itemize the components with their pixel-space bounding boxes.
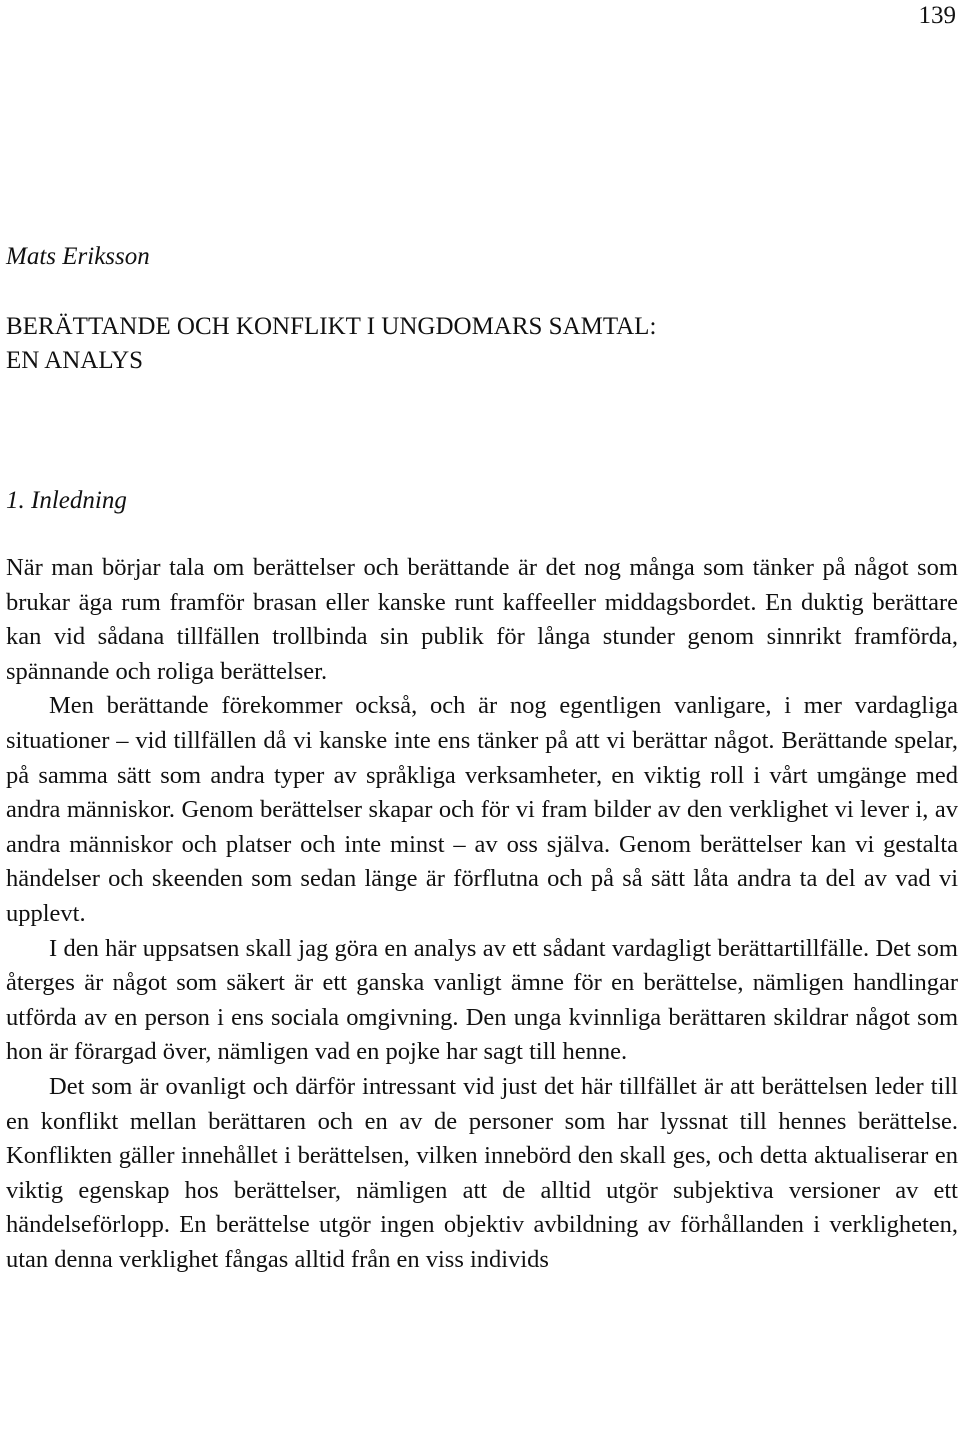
paragraph-2: Men berättande förekommer också, och är nog egentligen vanligare, i mer vardagliga situationer – vid tillfällen då vi kanske inte ens tänker på att vi berättar något. Berättande spelar, på samma sätt som andra typer av språkliga verksamheter, en viktig roll i vårt umgänge med andra människor. Genom berättelser skapar och för vi fram bilder av den verklighet vi lever i, av andra människor och platser och inte minst – av oss själva. Genom berättelser kan vi gestalta händelser och skeenden som sedan länge är förflutna och på så sätt låta andra ta del av vad vi upplevt. [6, 692, 958, 927]
paper-title [6, 310, 946, 378]
body-text [6, 551, 958, 1277]
page-number: 139 [918, 2, 956, 29]
paragraph-1: När man börjar tala om berättelser och berättande är det nog många som tänker på något som brukar äga rum framför brasan eller kanske runt kaffeeller middagsbordet. En duktig berättare kan vid sådana tillfällen trollbinda sin publik för långa stunder genom sinnrikt framförda, spännande och roliga berättelser. [6, 554, 958, 685]
section-heading: 1. Inledning [6, 487, 127, 514]
paper-title-line-2: EN ANALYS [6, 347, 144, 374]
author-name: Mats Eriksson [6, 243, 150, 270]
paragraph-4: Det som är ovanligt och därför intressant vid just det här tillfället är att berättelsen leder till en konflikt mellan berättaren och en av de personer som har lyssnat till hennes berättelse. Konflikten gäller innehållet i berättelsen, vilken innebörd den skall ges, och detta aktualiserar en viktig egenskap hos berättelser, nämligen att de alltid utgör subjektiva versioner av ett händelseförlopp. En berättelse utgör ingen objektiv avbildning av förhållanden i verkligheten, utan denna verklighet fångas alltid från en viss individs [6, 1072, 958, 1273]
paragraph-3: I den här uppsatsen skall jag göra en analys av ett sådant vardagligt berättartillfälle. Det som återges är något som säkert är ett ganska vanligt ämne för en berättelse, nämligen handlingar utförda av en person i ens sociala omgivning. Den unga kvinnliga berättaren skildrar något som hon är förargad över, nämligen vad en pojke har sagt till henne. [6, 934, 958, 1066]
paper-title-line-1: BERÄTTANDE OCH KONFLIKT I UNGDOMARS SAMTAL: [6, 313, 657, 340]
